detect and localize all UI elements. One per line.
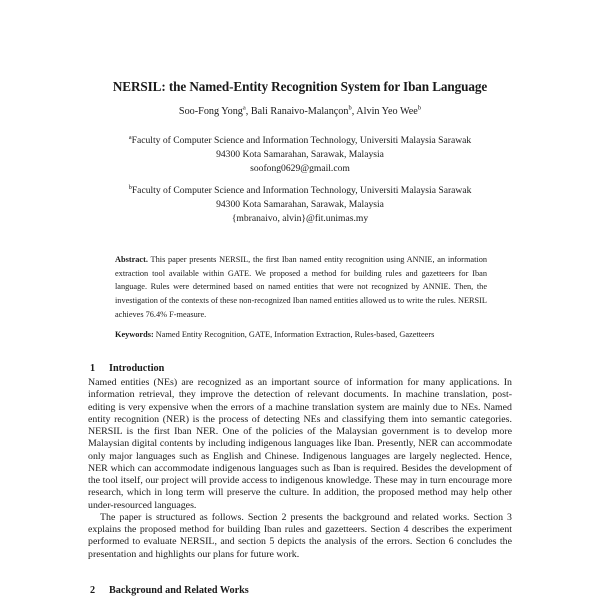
affiliation-block (40, 184, 560, 226)
introduction-body (88, 377, 512, 561)
affiliation-address: 94300 Kota Samarahan, Sarawak, Malaysia (216, 199, 384, 210)
author-name: Alvin Yeo Wee (356, 106, 418, 117)
author-name: Bali Ranaivo-Malançon (250, 106, 349, 117)
author-affiliation-mark: b (417, 104, 422, 112)
section-heading-background (90, 585, 249, 596)
author-list (40, 106, 560, 117)
author-separator: , (351, 106, 357, 117)
section-heading-introduction (90, 363, 164, 374)
affiliation-address: 94300 Kota Samarahan, Sarawak, Malaysia (216, 149, 384, 160)
abstract (115, 253, 487, 322)
affiliation-institution: $^b$Faculty of Computer Science and Information Technology, Universiti Malaysia Sarawak (128, 183, 472, 196)
author-affiliation-mark: b (348, 104, 352, 112)
affiliation-mark: a (128, 133, 132, 141)
affiliation-email: soofong0629@gmail.com (250, 163, 350, 174)
section-title: Introduction (109, 363, 165, 374)
section-title: Background and Related Works (109, 585, 249, 596)
affiliation-email: {mbranaivo, alvin}@fit.unimas.my (231, 213, 369, 224)
keywords (115, 329, 487, 342)
paper-title: NERSIL: the Named-Entity Recognition System for Iban Language (112, 79, 488, 94)
affiliation-institution: $^a$Faculty of Computer Science and Information Technology, Universiti Malaysia Sarawak (128, 133, 472, 146)
abstract-label: Abstract. (115, 255, 148, 264)
affiliation-mark: b (128, 183, 132, 191)
section-number: 1 (90, 363, 96, 374)
paragraph: Named entities (NEs) are recognized as an important source of information for many applications. In information retrieval, they improve the detection of relevant documents. In machine translation, post-editing is very expensive when the errors of a machine translation system are mainly due to NEs. Named entity recognition (NER) is the process of detecting NEs and classifying them into semantic categories. NERSIL is the first Iban NER. One of the policies of the Malaysian government is to develop more Malaysian digital contents by including indigenous languages like Iban. Presently, NER can accommodate only major languages such as English and Chinese. Indigenous languages are largely neglected. Hence, NER which can accommodate indigenous languages such as Iban is required. Besides the development of the tool itself, our project will provide access to indigenous knowledge. These may in turn encourage more research, which in long term will preserve the culture. In addition, the proposed method may help other under-resourced languages. (88, 377, 512, 511)
abstract-text: This paper presents NERSIL, the first Iban named entity recognition using ANNIE, an information extraction tool available within GATE. We proposed a method for building rules and gazetteers for Iban language. Rules were determined based on named entities that were not recognized by ANNIE. Then, the investigation of the contexts of these non-recognized Iban named entities allowed us to write the rules. NERSIL achieves 76.4% F-measure. (115, 255, 487, 319)
author-affiliation-mark: a (242, 104, 246, 112)
paragraph: The paper is structured as follows. Section 2 presents the background and related works. Section 3 explains the proposed method for building Iban rules and gazetteers. Section 4 describes the experiment performed to evaluate NERSIL, and section 5 depicts the analysis of the errors. Section 6 concludes the presentation and highlights our plans for future work. (88, 511, 512, 560)
author-name: Soo-Fong Yong (178, 106, 243, 117)
author-separator: , (245, 106, 251, 117)
section-number: 2 (90, 585, 96, 596)
affiliation-block (40, 134, 560, 176)
keywords-label: Keywords: (115, 330, 154, 339)
keywords-text: Named Entity Recognition, GATE, Information Extraction, Rules-based, Gazetteers (155, 330, 435, 339)
